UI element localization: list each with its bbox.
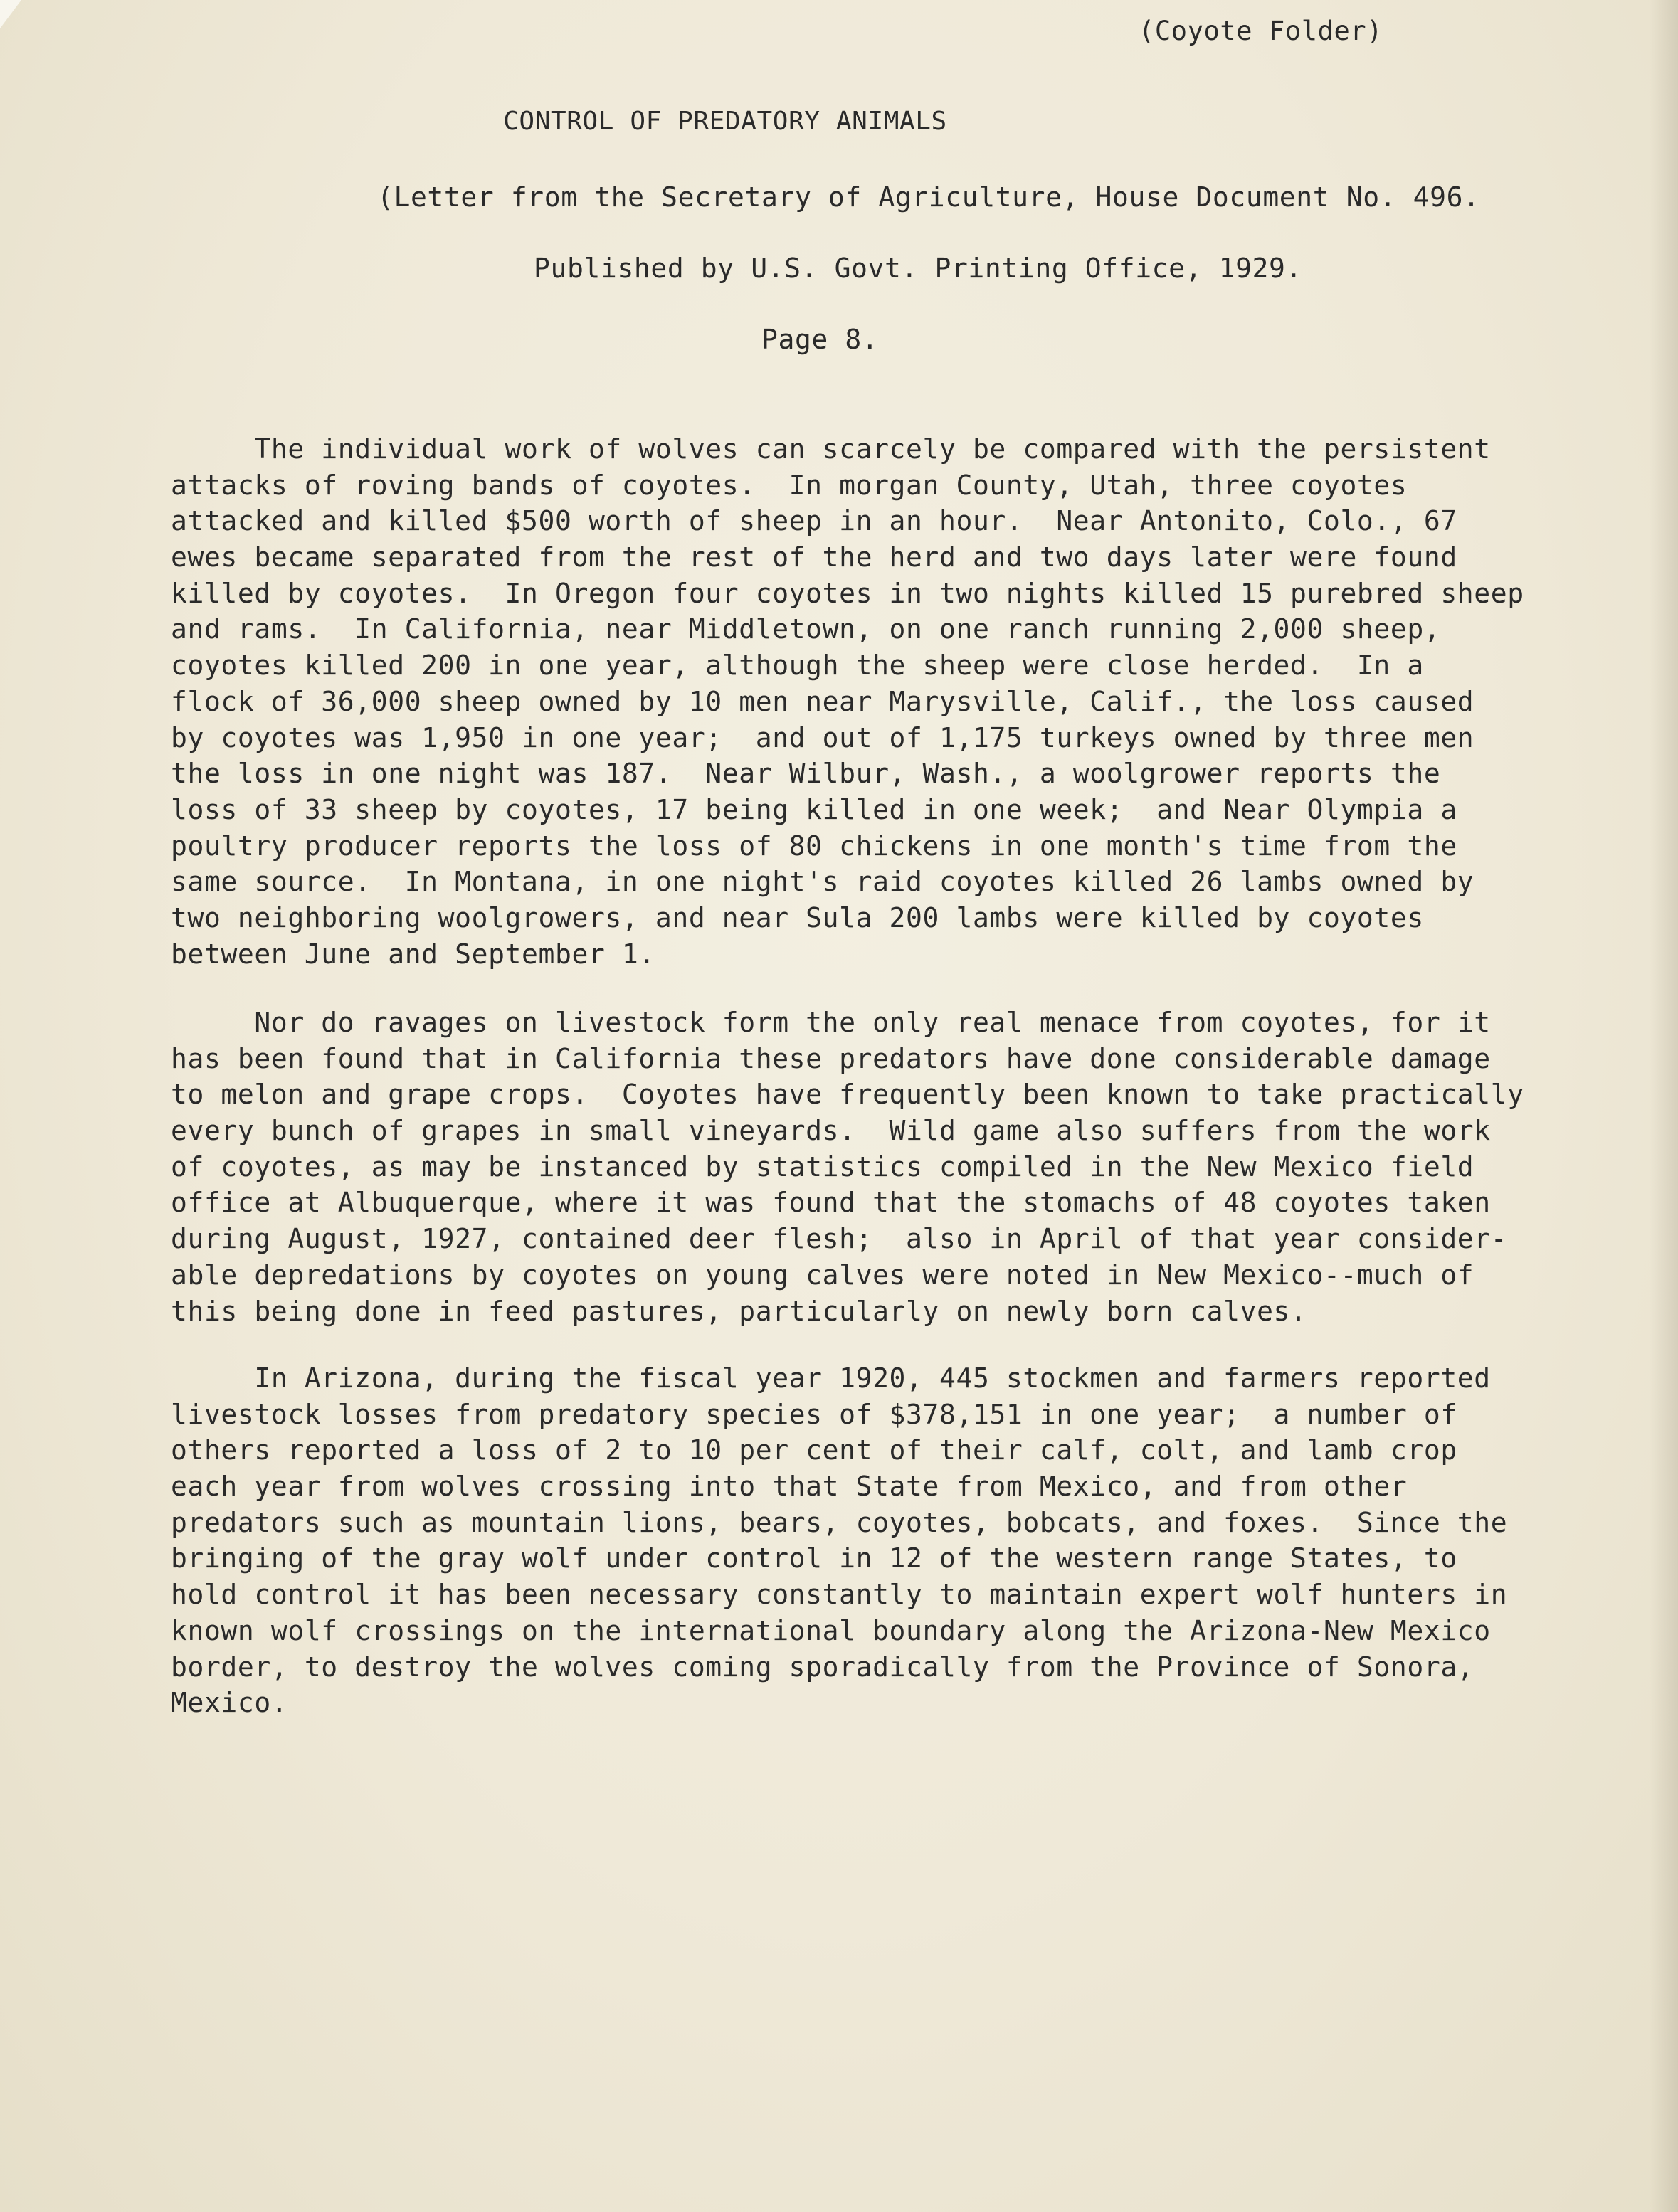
text-line: The individual work of wolves can scarcely be compared with the persistent (171, 433, 1491, 465)
text-line: attacked and killed $500 worth of sheep in an hour. Near Antonito, Colo., 67 (171, 505, 1457, 537)
page-reference: Page 8. (761, 324, 879, 355)
text-line: each year from wolves crossing into that State from Mexico, and from other (171, 1471, 1408, 1503)
paragraph-crop-and-game-damage (171, 1005, 1615, 1329)
text-line: Nor do ravages on livestock form the only real menace from coyotes, for it (171, 1007, 1491, 1038)
text-line: every bunch of grapes in small vineyards. Wild game also suffers from the work (171, 1115, 1491, 1147)
text-line: ewes became separated from the rest of the herd and two days later were found (171, 541, 1457, 573)
text-line: two neighboring woolgrowers, and near Sula 200 lambs were killed by coyotes (171, 901, 1424, 933)
publication-line: Published by U.S. Govt. Printing Office, 1929. (534, 253, 1302, 284)
text-line: coyotes killed 200 in one year, although the sheep were close herded. In a (171, 650, 1424, 682)
text-line: border, to destroy the wolves coming sporadically from the Province of Sonora, (171, 1651, 1474, 1683)
text-line: attacks of roving bands of coyotes. In morgan County, Utah, three coyotes (171, 469, 1408, 501)
text-line: livestock losses from predatory species of $378,151 in one year; a number of (171, 1398, 1457, 1430)
text-line: and rams. In California, near Middletown, on one ranch running 2,000 sheep, (171, 613, 1441, 645)
document-title: CONTROL OF PREDATORY ANIMALS (503, 107, 947, 136)
text-line: In Arizona, during the fiscal year 1920, 445 stockmen and farmers reported (171, 1362, 1491, 1394)
text-line: the loss in one night was 187. Near Wilbur, Wash., a woolgrower reports the (171, 758, 1441, 790)
text-line: predators such as mountain lions, bears, coyotes, bobcats, and foxes. Since the (171, 1506, 1508, 1538)
text-line: bringing of the gray wolf under control in 12 of the western range States, to (171, 1542, 1457, 1575)
folder-label: (Coyote Folder) (1139, 16, 1383, 46)
text-line: has been found that in California these predators have done considerable damage (171, 1042, 1491, 1074)
text-line: killed by coyotes. In Oregon four coyotes in two nights killed 15 purebred sheep (171, 577, 1524, 609)
text-line: loss of 33 sheep by coyotes, 17 being killed in one week; and Near Olympia a (171, 793, 1457, 825)
text-line: between June and September 1. (171, 938, 655, 970)
source-letter-line: (Letter from the Secretary of Agriculture, House Document No. 496. (377, 181, 1480, 213)
paragraph-arizona-losses (171, 1360, 1615, 1721)
text-line: known wolf crossings on the international boundary along the Arizona-New Mexico (171, 1614, 1491, 1646)
text-line: poultry producer reports the loss of 80 chickens in one month's time from the (171, 830, 1457, 862)
text-line: this being done in feed pastures, particularly on newly born calves. (171, 1295, 1307, 1327)
text-line: of coyotes, as may be instanced by statistics compiled in the New Mexico field (171, 1150, 1474, 1182)
text-line: same source. In Montana, in one night's raid coyotes killed 26 lambs owned by (171, 866, 1474, 898)
text-line: flock of 36,000 sheep owned by 10 men near Marysville, Calif., the loss caused (171, 685, 1474, 717)
text-line: able depredations by coyotes on young calves were noted in New Mexico--much of (171, 1259, 1474, 1291)
text-line: during August, 1927, contained deer flesh; also in April of that year consider- (171, 1223, 1508, 1255)
torn-corner (0, 0, 21, 28)
text-line: hold control it has been necessary constantly to maintain expert wolf hunters in (171, 1579, 1508, 1611)
text-line: office at Albuquerque, where it was found that the stomachs of 48 coyotes taken (171, 1187, 1491, 1219)
text-line: Mexico. (171, 1687, 288, 1719)
text-line: by coyotes was 1,950 in one year; and out of 1,175 turkeys owned by three men (171, 721, 1474, 753)
text-line: others reported a loss of 2 to 10 per cent of their calf, colt, and lamb crop (171, 1434, 1457, 1466)
paragraph-coyote-attacks (171, 431, 1615, 972)
page-edge-shadow (1650, 0, 1678, 2212)
text-line: to melon and grape crops. Coyotes have frequently been known to take practically (171, 1079, 1524, 1111)
